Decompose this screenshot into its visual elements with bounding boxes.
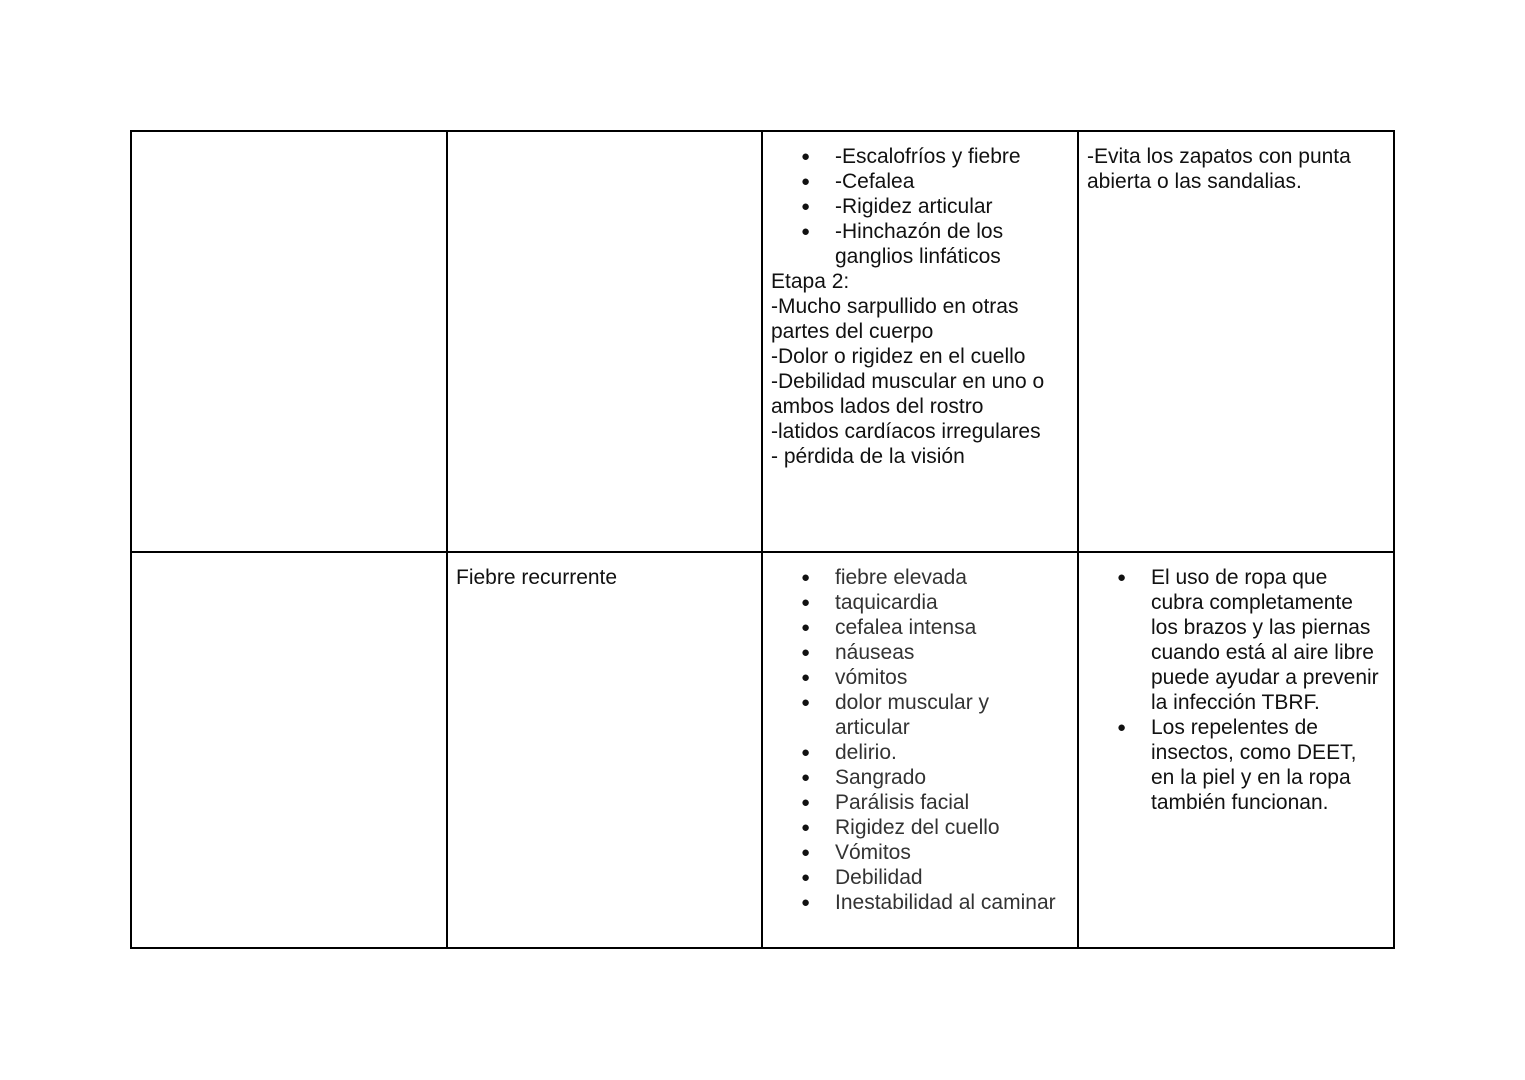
list-item: ● -Escalofríos y fiebre [835,144,1069,169]
list-item: ● dolor muscular y articular [835,690,1069,740]
list-item: ● vómitos [835,665,1069,690]
empty-cell [131,131,447,552]
disease-name-cell [447,552,762,948]
prevention-cell [1078,552,1394,948]
symptoms-bullet-list [771,144,1069,269]
list-item: ● Parálisis facial [835,790,1069,815]
list-item: ● fiebre elevada [835,565,1069,590]
prevention-bullet-list [1087,565,1385,815]
symptoms-cell [762,552,1078,948]
symptoms-cell [762,131,1078,552]
symptom-line: Etapa 2: [771,270,850,293]
table-row [131,131,1394,552]
list-item: ● Sangrado [835,765,1069,790]
list-item: ● Vómitos [835,840,1069,865]
symptom-line: -latidos cardíacos irregulares [771,420,1041,443]
list-item: ● cefalea intensa [835,615,1069,640]
prevention-text: -Evita los zapatos con punta abierta o las sandalias. [1087,145,1351,193]
list-item: ● -Rigidez articular [835,194,1069,219]
list-item: ● -Hinchazón de los ganglios linfáticos [835,219,1069,269]
disease-name: Fiebre recurrente [456,566,618,589]
list-item: ● Rigidez del cuello [835,815,1069,840]
disease-table [130,130,1395,949]
symptom-line: -Mucho sarpullido en otras partes del cuerpo [771,295,1019,343]
list-item: ● -Cefalea [835,169,1069,194]
symptoms-bullet-list [771,565,1069,915]
symptom-line: -Debilidad muscular en uno o ambos lados del rostro [771,370,1045,418]
symptom-line: -Dolor o rigidez en el cuello [771,345,1026,368]
empty-cell [131,552,447,948]
list-item: ● Debilidad [835,865,1069,890]
list-item: ● delirio. [835,740,1069,765]
list-item: ● El uso de ropa que cubra completamente los brazos y las piernas cuando está al aire libre puede ayudar a prevenir la infección TBRF. [1151,565,1385,715]
list-item: ● náuseas [835,640,1069,665]
symptom-line: - pérdida de la visión [771,445,965,468]
list-item: ● Inestabilidad al caminar [835,890,1069,915]
table-row [131,552,1394,948]
empty-cell [447,131,762,552]
prevention-cell [1078,131,1394,552]
list-item: ● taquicardia [835,590,1069,615]
list-item: ● Los repelentes de insectos, como DEET, en la piel y en la ropa también funcionan. [1151,715,1385,815]
